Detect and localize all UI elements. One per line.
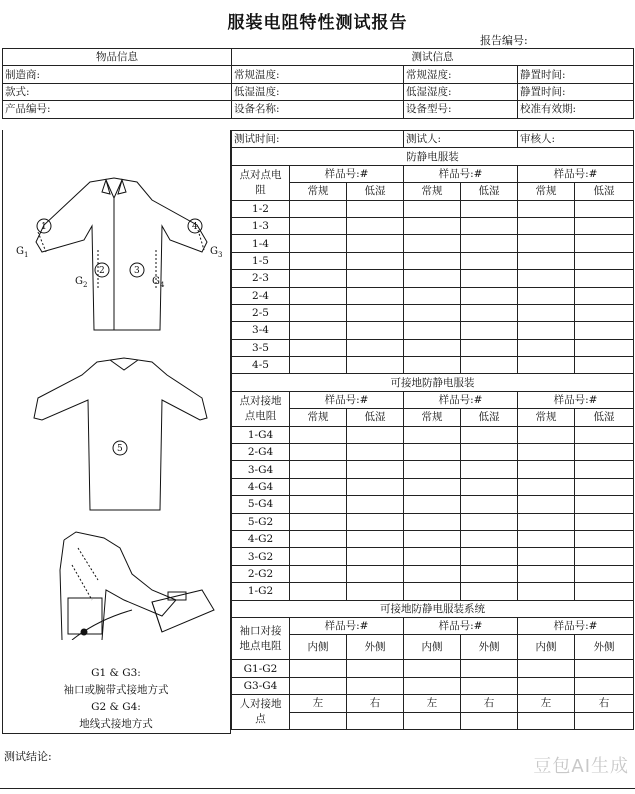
value-cell[interactable]: [347, 496, 404, 513]
row-label: 1-3: [232, 217, 290, 234]
value-cell[interactable]: [290, 660, 347, 677]
low-humid-humidity-label: 低湿湿度:: [404, 83, 518, 100]
sample-number-1: 样品号:#: [290, 617, 404, 634]
normal-temp-label: 常规温度:: [232, 66, 404, 83]
side-outer: 外侧: [461, 635, 518, 660]
row-label: 1-2: [232, 200, 290, 217]
value-cell[interactable]: [575, 287, 634, 304]
value-cell[interactable]: [575, 426, 634, 443]
side-inner: 内侧: [518, 635, 575, 660]
value-cell[interactable]: [461, 461, 518, 478]
point-to-ground-row: [232, 444, 634, 461]
value-cell[interactable]: [404, 252, 461, 269]
caption-cuff-method: 袖口或腕带式接地方式: [63, 684, 169, 696]
value-cell[interactable]: [347, 339, 404, 356]
value-cell[interactable]: [404, 513, 461, 530]
value-cell[interactable]: [290, 357, 347, 374]
value-cell[interactable]: [404, 444, 461, 461]
test-info-header: 测试信息: [232, 49, 634, 66]
value-cell[interactable]: [290, 426, 347, 443]
row-label: 4-5: [232, 357, 290, 374]
row-label: 1-G2: [232, 583, 290, 600]
sample-number-3: 样品号:#: [518, 391, 634, 408]
row-label: 3-4: [232, 322, 290, 339]
value-cell[interactable]: [404, 426, 461, 443]
g4-label: $G_4$: [152, 276, 165, 289]
right-label: 右: [461, 695, 518, 712]
value-cell[interactable]: [518, 461, 575, 478]
value-cell[interactable]: [290, 712, 347, 729]
value-cell[interactable]: [461, 583, 518, 600]
value-cell[interactable]: [461, 200, 518, 217]
value-cell[interactable]: [575, 217, 634, 234]
value-cell[interactable]: [290, 548, 347, 565]
point-to-point-row: [232, 287, 634, 304]
left-label: 左: [290, 695, 347, 712]
rest-time-label-2: 静置时间:: [518, 83, 634, 100]
report-number-label: 报告编号:: [480, 34, 528, 47]
value-cell[interactable]: [518, 565, 575, 582]
info-table: [2, 48, 634, 119]
row-label: G3-G4: [232, 677, 290, 694]
point-to-ground-row: [232, 548, 634, 565]
sample-number-1: 样品号:#: [290, 391, 404, 408]
cond-normal: 常规: [290, 183, 347, 200]
value-cell[interactable]: [518, 660, 575, 677]
value-cell[interactable]: [347, 217, 404, 234]
value-cell[interactable]: [347, 235, 404, 252]
value-cell[interactable]: [575, 322, 634, 339]
value-cell[interactable]: [461, 513, 518, 530]
row-label: 4-G4: [232, 478, 290, 495]
value-cell[interactable]: [575, 200, 634, 217]
left-label: 左: [404, 695, 461, 712]
side-outer: 外侧: [575, 635, 634, 660]
conclusion-label: 测试结论:: [4, 750, 52, 763]
value-cell[interactable]: [575, 478, 634, 495]
value-cell[interactable]: [404, 583, 461, 600]
value-cell[interactable]: [404, 530, 461, 547]
point-label-4: 4: [192, 222, 198, 232]
value-cell[interactable]: [290, 322, 347, 339]
value-cell[interactable]: [347, 200, 404, 217]
low-humid-temp-label: 低湿温度:: [232, 83, 404, 100]
value-cell[interactable]: [404, 217, 461, 234]
point-label-1: 1: [41, 222, 47, 232]
point-to-point-row: [232, 322, 634, 339]
point-to-ground-row: [232, 565, 634, 582]
value-cell[interactable]: [290, 461, 347, 478]
value-cell[interactable]: [518, 530, 575, 547]
value-cell[interactable]: [404, 548, 461, 565]
point-to-ground-row: [232, 426, 634, 443]
right-label: 右: [575, 695, 634, 712]
value-cell[interactable]: [347, 660, 404, 677]
value-cell[interactable]: [518, 426, 575, 443]
point-to-ground-row: [232, 583, 634, 600]
point-label-2: 2: [99, 266, 105, 276]
value-cell[interactable]: [518, 304, 575, 321]
cond-normal: 常规: [404, 183, 461, 200]
value-cell[interactable]: [461, 252, 518, 269]
value-cell[interactable]: [461, 565, 518, 582]
point-to-ground-row: [232, 461, 634, 478]
value-cell[interactable]: [404, 235, 461, 252]
value-cell[interactable]: [290, 496, 347, 513]
value-cell[interactable]: [404, 339, 461, 356]
value-cell[interactable]: [461, 478, 518, 495]
value-cell[interactable]: [518, 217, 575, 234]
value-cell[interactable]: [290, 583, 347, 600]
value-cell[interactable]: [518, 322, 575, 339]
value-cell[interactable]: [461, 426, 518, 443]
value-cell[interactable]: [347, 677, 404, 694]
person-ground-header: 人对接地 点: [232, 695, 290, 730]
calibration-label: 校准有效期:: [518, 101, 634, 118]
test-time-label: 测试时间:: [232, 131, 404, 148]
bottom-border: [0, 788, 635, 789]
value-cell[interactable]: [575, 583, 634, 600]
item-info-header: 物品信息: [3, 49, 232, 66]
point-to-point-row: [232, 339, 634, 356]
value-cell[interactable]: [461, 444, 518, 461]
value-cell[interactable]: [518, 200, 575, 217]
row-label: 1-G4: [232, 426, 290, 443]
watermark: 豆包AI生成: [533, 756, 629, 777]
point-to-point-row: [232, 304, 634, 321]
row-label: 3-5: [232, 339, 290, 356]
value-cell[interactable]: [518, 496, 575, 513]
value-cell[interactable]: [575, 513, 634, 530]
value-cell[interactable]: [347, 461, 404, 478]
caption-wire-method: 地线式接地方式: [79, 718, 153, 730]
value-cell[interactable]: [575, 339, 634, 356]
cond-normal: 常规: [518, 409, 575, 426]
value-cell[interactable]: [575, 530, 634, 547]
value-cell[interactable]: [290, 235, 347, 252]
left-label: 左: [518, 695, 575, 712]
point-to-point-row: [232, 252, 634, 269]
value-cell[interactable]: [461, 235, 518, 252]
row-label: 4-G2: [232, 530, 290, 547]
value-cell[interactable]: [347, 304, 404, 321]
row-label: 2-5: [232, 304, 290, 321]
value-cell[interactable]: [461, 287, 518, 304]
value-cell[interactable]: [461, 322, 518, 339]
value-cell[interactable]: [347, 270, 404, 287]
value-cell[interactable]: [347, 478, 404, 495]
row-label: 1-4: [232, 235, 290, 252]
value-cell[interactable]: [404, 712, 461, 729]
value-cell[interactable]: [347, 287, 404, 304]
value-cell[interactable]: [290, 444, 347, 461]
value-cell[interactable]: [461, 357, 518, 374]
g3-label: $G_3$: [210, 246, 223, 259]
value-cell[interactable]: [575, 357, 634, 374]
value-cell[interactable]: [575, 252, 634, 269]
point-to-point-row: [232, 217, 634, 234]
value-cell[interactable]: [575, 270, 634, 287]
sample-number-2: 样品号:#: [404, 391, 518, 408]
g1-label: $G_1$: [16, 246, 29, 259]
value-cell[interactable]: [461, 270, 518, 287]
point-to-point-row: [232, 235, 634, 252]
cond-low: 低湿: [461, 183, 518, 200]
value-cell[interactable]: [461, 660, 518, 677]
caption-g1-g3: G1 & G3:: [91, 667, 141, 679]
value-cell[interactable]: [461, 530, 518, 547]
section3-title: 可接地防静电服装系统: [232, 600, 634, 617]
value-cell[interactable]: [290, 287, 347, 304]
cond-low: 低湿: [575, 183, 634, 200]
point-to-ground-row: [232, 478, 634, 495]
value-cell[interactable]: [290, 339, 347, 356]
row-label: 1-5: [232, 252, 290, 269]
manufacturer-label: 制造商:: [3, 66, 232, 83]
value-cell[interactable]: [518, 444, 575, 461]
value-cell[interactable]: [404, 357, 461, 374]
row-label: 2-G2: [232, 565, 290, 582]
cond-low: 低湿: [461, 409, 518, 426]
value-cell[interactable]: [290, 677, 347, 694]
value-cell[interactable]: [518, 339, 575, 356]
value-cell[interactable]: [518, 252, 575, 269]
value-cell[interactable]: [404, 270, 461, 287]
value-cell[interactable]: [404, 660, 461, 677]
right-label: 右: [347, 695, 404, 712]
value-cell[interactable]: [575, 235, 634, 252]
value-cell[interactable]: [290, 270, 347, 287]
garment-illustrations: [2, 170, 231, 640]
cuff-to-ground-row: [232, 677, 634, 694]
value-cell[interactable]: [404, 200, 461, 217]
value-cell[interactable]: [404, 322, 461, 339]
value-cell[interactable]: [290, 304, 347, 321]
test-table: [231, 130, 634, 730]
value-cell[interactable]: [347, 565, 404, 582]
sample-number-2: 样品号:#: [404, 617, 518, 634]
cond-normal: 常规: [518, 183, 575, 200]
value-cell[interactable]: [518, 677, 575, 694]
section1-title: 防静电服装: [232, 148, 634, 165]
value-cell[interactable]: [461, 712, 518, 729]
sample-number-3: 样品号:#: [518, 165, 634, 182]
row-label: 2-3: [232, 270, 290, 287]
value-cell[interactable]: [347, 530, 404, 547]
value-cell[interactable]: [575, 548, 634, 565]
value-cell[interactable]: [518, 270, 575, 287]
product-number-label: 产品编号:: [3, 101, 232, 118]
side-inner: 内侧: [404, 635, 461, 660]
value-cell[interactable]: [347, 513, 404, 530]
value-cell[interactable]: [575, 565, 634, 582]
value-cell[interactable]: [404, 677, 461, 694]
value-cell[interactable]: [290, 200, 347, 217]
value-cell[interactable]: [518, 478, 575, 495]
value-cell[interactable]: [404, 287, 461, 304]
device-name-label: 设备名称:: [232, 101, 404, 118]
value-cell[interactable]: [347, 426, 404, 443]
caption-g2-g4: G2 & G4:: [91, 701, 141, 713]
value-cell[interactable]: [404, 304, 461, 321]
section2-row-header: 点对接地 点电阻: [232, 391, 290, 426]
row-label: 5-G4: [232, 496, 290, 513]
rest-time-label: 静置时间:: [518, 66, 634, 83]
value-cell[interactable]: [290, 252, 347, 269]
value-cell[interactable]: [518, 712, 575, 729]
cond-low: 低湿: [575, 409, 634, 426]
sample-number-1: 样品号:#: [290, 165, 404, 182]
value-cell[interactable]: [347, 357, 404, 374]
value-cell[interactable]: [461, 548, 518, 565]
point-to-point-row: [232, 200, 634, 217]
row-label: 2-G4: [232, 444, 290, 461]
value-cell[interactable]: [290, 478, 347, 495]
point-to-ground-row: [232, 496, 634, 513]
cuff-to-ground-row: [232, 660, 634, 677]
value-cell[interactable]: [347, 322, 404, 339]
reviewer-label: 审核人:: [518, 131, 634, 148]
value-cell[interactable]: [461, 304, 518, 321]
value-cell[interactable]: [518, 357, 575, 374]
value-cell[interactable]: [347, 583, 404, 600]
point-label-3: 3: [134, 266, 140, 276]
point-to-point-row: [232, 357, 634, 374]
tester-label: 测试人:: [404, 131, 518, 148]
cond-normal: 常规: [404, 409, 461, 426]
value-cell[interactable]: [290, 513, 347, 530]
value-cell[interactable]: [575, 304, 634, 321]
report-title: 服装电阻特性测试报告: [227, 13, 408, 33]
row-label: 5-G2: [232, 513, 290, 530]
side-inner: 内侧: [290, 635, 347, 660]
value-cell[interactable]: [461, 677, 518, 694]
value-cell[interactable]: [347, 548, 404, 565]
value-cell[interactable]: [290, 217, 347, 234]
sample-number-2: 样品号:#: [404, 165, 518, 182]
value-cell[interactable]: [347, 252, 404, 269]
value-cell[interactable]: [575, 677, 634, 694]
value-cell[interactable]: [290, 565, 347, 582]
section3-row-header: 袖口对接 地点电阻: [232, 617, 290, 659]
value-cell[interactable]: [461, 496, 518, 513]
sample-number-3: 样品号:#: [518, 617, 634, 634]
value-cell[interactable]: [518, 513, 575, 530]
value-cell[interactable]: [518, 235, 575, 252]
point-to-ground-row: [232, 513, 634, 530]
value-cell[interactable]: [461, 217, 518, 234]
point-to-point-row: [232, 270, 634, 287]
value-cell[interactable]: [575, 496, 634, 513]
value-cell[interactable]: [404, 496, 461, 513]
side-outer: 外侧: [347, 635, 404, 660]
point-to-ground-row: [232, 530, 634, 547]
value-cell[interactable]: [404, 461, 461, 478]
value-cell[interactable]: [518, 548, 575, 565]
value-cell[interactable]: [575, 444, 634, 461]
cond-low: 低湿: [347, 409, 404, 426]
point-label-5: 5: [117, 444, 123, 454]
value-cell[interactable]: [347, 444, 404, 461]
row-label: G1-G2: [232, 660, 290, 677]
value-cell[interactable]: [290, 530, 347, 547]
style-label: 款式:: [3, 83, 232, 100]
normal-humidity-label: 常规湿度:: [404, 66, 518, 83]
section2-title: 可接地防静电服装: [232, 374, 634, 391]
cond-normal: 常规: [290, 409, 347, 426]
value-cell[interactable]: [575, 461, 634, 478]
cond-low: 低湿: [347, 183, 404, 200]
device-model-label: 设备型号:: [404, 101, 518, 118]
row-label: 2-4: [232, 287, 290, 304]
value-cell[interactable]: [575, 712, 634, 729]
row-label: 3-G2: [232, 548, 290, 565]
value-cell[interactable]: [347, 712, 404, 729]
value-cell[interactable]: [575, 660, 634, 677]
value-cell[interactable]: [461, 339, 518, 356]
value-cell[interactable]: [518, 583, 575, 600]
section1-row-header: 点对点电 阻: [232, 165, 290, 200]
row-label: 3-G4: [232, 461, 290, 478]
value-cell[interactable]: [518, 287, 575, 304]
value-cell[interactable]: [404, 565, 461, 582]
g2-label: $G_2$: [75, 276, 88, 289]
value-cell[interactable]: [404, 478, 461, 495]
